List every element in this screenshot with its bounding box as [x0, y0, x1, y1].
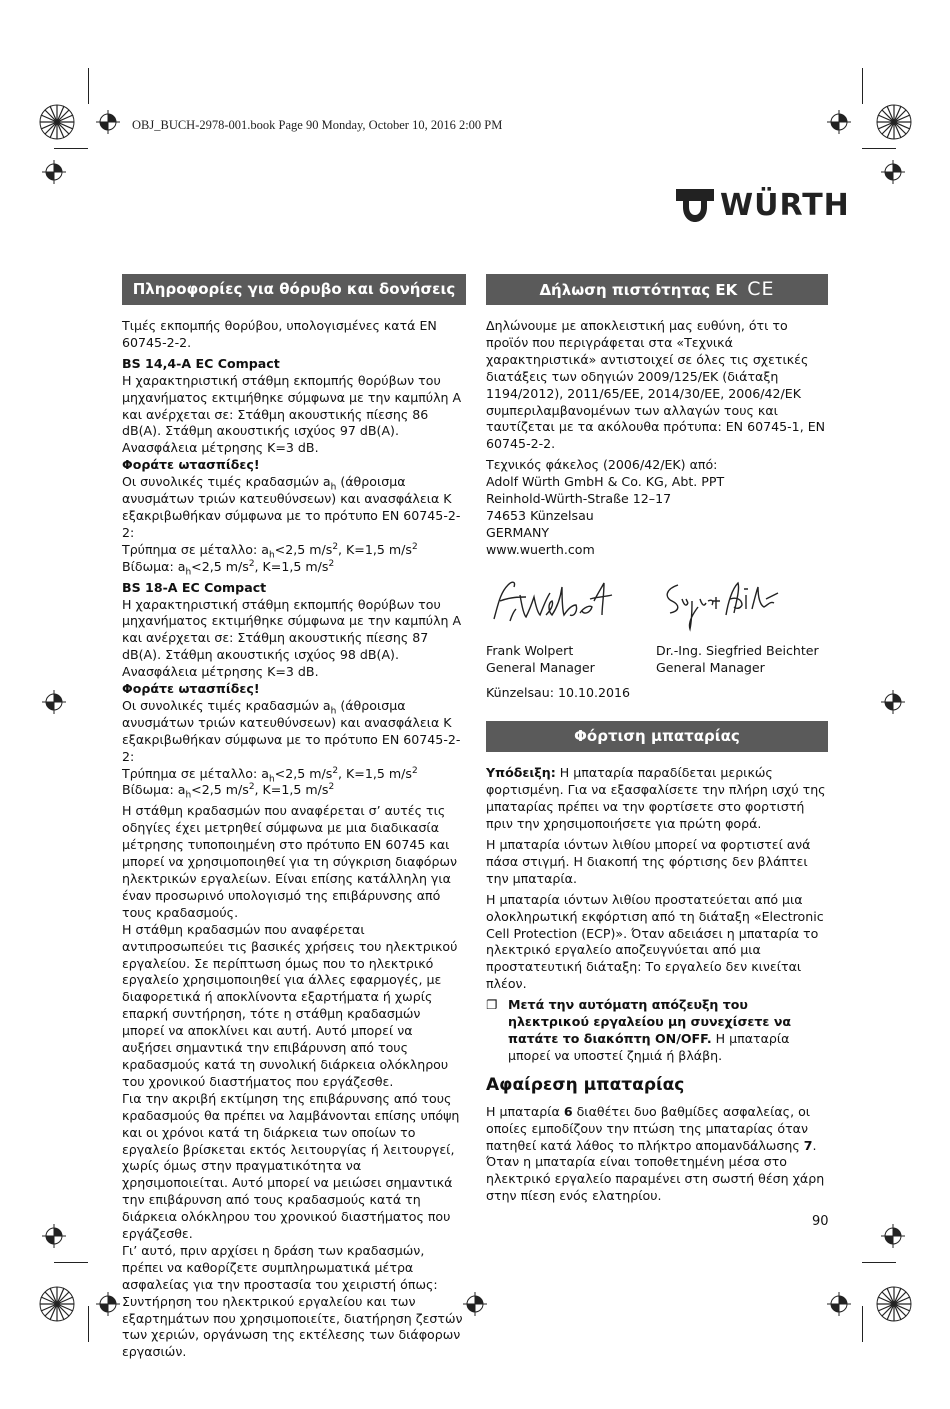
crosshair-left-middle	[42, 690, 66, 714]
note-paragraph: Υπόδειξη: Η μπαταρία παραδίδεται μερικώς φορτισμένη. Για να εξασφαλίσετε την πλήρη ισχύ της μπαταρίας πρέπει να την φορτίσετε στο φορτιστή πριν την χρησιμοποιήσετε για πρώτη φορά.	[486, 765, 826, 832]
screwdriving-value: Βίδωμα: $a_h<2,5$ $m/s^2$, K=1,5 $m/s^2$	[122, 558, 335, 578]
charging-paragraph: Η μπαταρία ιόντων λιθίου προστατεύεται από μια ολοκληρωτική εκφόρτιση από τη διάταξη «Electronic Cell Protection (ECP)». Όταν αδειάσει η μπαταρία το ηλεκτρικό εργαλείο αποζευγνύεται από μια προστατευτική διάταξη: Το εργαλείο δεν κινείται πλέον.	[486, 891, 824, 992]
drilling-metal-value: Τρύπημα σε μέταλλο: $a_h<2,5$ $m/s^2$, K=1,5 $m/s^2$	[122, 541, 418, 561]
trim-line	[862, 68, 863, 104]
warning-item: ❐ Μετά την αυτόματη απόζευξη του ηλεκτρικού εργαλείου μη συνεχίσετε να πατάτε το διακόπτη ON/OFF. Η μπαταρία μπορεί να υποστεί ζημιά ή βλάβη.	[486, 997, 792, 1063]
place-date: Künzelsau: 10.10.2016	[486, 684, 631, 700]
signer1-role: General Manager	[486, 659, 595, 675]
company-country: GERMANY	[486, 524, 550, 540]
drilling-metal-value: Τρύπημα σε μέταλλο: $a_h<2,5$ $m/s^2$, K=1,5 $m/s^2$	[122, 765, 418, 785]
noise-text: Η χαρακτηριστική στάθμη εκπομπής θορύβων του μηχανήματος εκτιμήθηκε σύμφωνα με την καμπύλη A και ανέρχεται σε: Στάθμη ακουστικής πίεσης 87 dB(A). Στάθμη ακουστικής ισχύος 98 dB(A). Ανασφάλεια μέτρησης K=3 dB.	[122, 596, 462, 680]
trim-line	[88, 68, 89, 104]
logo-wordmark: WÜRTH	[720, 188, 850, 223]
vibration-paragraph: Για την ακριβή εκτίμηση της επιβάρυνσης από τους κραδασμούς θα πρέπει να λαμβάνονται επίσης υπόψη και οι χρόνοι κατά τη διάρκεια των οποίων το εργαλείο βρίσκεται εκτός λειτουργίας ή λειτουργεί, χωρίς όμως στην πραγματικότητα να χρησιμοποιείται. Αυτό μπορεί να μειώσει σημαντικά την επιβάρυνση από τους κραδασμούς κατά τη διάρκεια ολόκληρου του χρονικού διαστήματος που εργάζεσθε.	[122, 1090, 460, 1242]
noise-text: Η χαρακτηριστική στάθμη εκπομπής θορύβων του μηχανήματος εκτιμήθηκε σύμφωνα με την καμπύλη A και ανέρχεται σε: Στάθμη ακουστικής πίεσης 86 dB(A). Στάθμη ακουστικής ισχύος 97 dB(A). Ανασφάλεια μέτρησης K=3 dB.	[122, 372, 462, 456]
trim-line	[862, 1306, 863, 1342]
trim-line	[54, 148, 88, 149]
vibration-paragraph: Γι’ αυτό, πριν αρχίσει η δράση των κραδασμών, πρέπει να καθορίζετε συμπληρωματικά μέτρα ασφαλείας για την προστασία του χειριστή όπως: Συντήρηση του ηλεκτρικού εργαλείου και των εξαρτημάτων που χρησιμοποιείτε, διατήρηση ζεστών των χεριών, οργάνωση της εκτέλεσης των διάφορων εργασιών.	[122, 1242, 463, 1360]
battery-charging-heading: Φόρτιση μπαταρίας	[486, 721, 828, 752]
signature-siegfried-beichter	[656, 575, 826, 637]
vibration-paragraph: Η στάθμη κραδασμών που αναφέρεται σ’ αυτές τις οδηγίες έχει μετρηθεί σύμφωνα με μια διαδικασία μέτρησης τυποποιημένη στο πρότυπο EN 60745 και μπορεί να χρησιμοποιηθεί για τη σύγκριση διαφόρων ηλεκτρικών εργαλείων. Είναι επίσης κατάλληλη για έναν προσωρινό υπολογισμό της επιβάρυνσης από τους κραδασμούς.	[122, 803, 458, 920]
left-column	[122, 274, 466, 1361]
ec-declaration-heading: Δήλωση πιστότητας ΕΚ CE	[486, 274, 828, 305]
noise-intro: Τιμές εκπομπής θορύβου, υπολογισμένες κατά EN 60745-2-2.	[122, 318, 437, 350]
technical-file-label: Τεχνικός φάκελος (2006/42/EK) από:	[486, 457, 718, 473]
declaration-text: Δηλώνουμε με αποκλειστική μας ευθύνη, ότι το προϊόν που περιγράφεται στα «Τεχνικά χαρακτηριστικά» αντιστοιχεί σε όλες τις σχετικές διατάξεις των οδηγιών 2009/125/EK (διάταξη 1194/2012), 2011/65/EE, 2014/30/EE, 2006/42/EK συμπεριλαμβανομένων των αλλαγών τους και ταυτίζεται με τα ακόλουθα πρότυπα: EN 60745-1, EN 60745-2-2.	[486, 318, 826, 452]
trim-line	[54, 1262, 88, 1263]
battery-removal-text: Η μπαταρία 6 διαθέτει δυο βαθμίδες ασφαλείας, οι οποίες εμποδίζουν την πτώση της μπαταρίας όταν πατηθεί κατά λάθος το πλήκτρο απομανδάλωσης 7. Όταν η μπαταρία είναι τοποθετημένη μέσα στο ηλεκτρικό εργαλείο παραμένει στη σωστή θέση χάρη στην πίεση ενός ελατηρίου.	[486, 1103, 825, 1204]
signer2-name: Dr.-Ing. Siegfried Beichter	[656, 642, 819, 658]
registration-mark-top-left	[39, 104, 75, 140]
crosshair-right-lower	[881, 1224, 905, 1248]
wurth-logo	[676, 187, 850, 227]
ear-protection-warning: Φοράτε ωτασπίδες!	[122, 457, 260, 473]
page-number: 90	[812, 1214, 829, 1229]
model-title: BS 14,4-A EC Compact	[122, 355, 280, 371]
company-city: 74653 Künzelsau	[486, 507, 594, 523]
ear-protection-warning: Φοράτε ωτασπίδες!	[122, 681, 260, 697]
noise-vibration-heading: Πληροφορίες για θόρυβο και δονήσεις	[122, 274, 466, 305]
trim-line	[862, 1262, 896, 1263]
vibration-text: Οι συνολικές τιμές κραδασμών $a_h$ (άθροισμα ανυσμάτων τριών κατευθύνσεων) και ανασφάλεια K εξακριβωθήκαν σύμφωνα με το πρότυπο EN 60745-2-2:	[122, 697, 461, 764]
company-name: Adolf Würth GmbH & Co. KG, Abt. PPT	[486, 474, 725, 490]
right-column	[486, 274, 830, 1209]
checkbox-icon: ❐	[486, 997, 498, 1013]
crosshair-right-middle	[881, 690, 905, 714]
crosshair-top-right	[827, 110, 851, 134]
signatures	[486, 575, 830, 637]
battery-removal-heading: Αφαίρεση μπαταρίας	[486, 1074, 685, 1095]
crosshair-left-lower	[42, 1224, 66, 1248]
crosshair-top-center-left	[96, 110, 120, 134]
charging-paragraph: Η μπαταρία ιόντων λιθίου μπορεί να φορτιστεί ανά πάσα στιγμή. Η διακοπή της φόρτισης δεν βλάπτει την μπαταρία.	[486, 837, 811, 886]
crosshair-bottom-right	[827, 1292, 851, 1316]
signer-names	[486, 643, 830, 677]
signature-frank-wolpert	[486, 575, 656, 637]
ce-mark-icon: CE	[747, 278, 775, 300]
crosshair-left-upper	[42, 160, 66, 184]
vibration-paragraph: Η στάθμη κραδασμών που αναφέρεται αντιπροσωπεύει τις βασικές χρήσεις του ηλεκτρικού εργαλείου. Σε περίπτωση όμως που το ηλεκτρικό εργαλείο χρησιμοποιηθεί για άλλες εφαρμογές, με διαφορετικά ή αποκλίνοντα εξαρτήματα ή χωρίς επαρκή συντήρηση, τότε η στάθμη κραδασμών μπορεί να αποκλίνει και αυτή. Αυτό μπορεί να αυξήσει σημαντικά την επιβάρυνση από τους κραδασμούς κατά τη συνολική διάρκεια ολόκληρου του χρονικού διαστήματος που εργάζεσθε.	[122, 921, 458, 1089]
company-street: Reinhold-Würth-Straße 12–17	[486, 491, 672, 507]
registration-mark-bottom-left	[39, 1286, 75, 1322]
signer2-role: General Manager	[656, 659, 765, 675]
trim-line	[862, 148, 896, 149]
trim-line	[88, 1306, 89, 1342]
wurth-emblem-icon	[676, 189, 714, 225]
registration-mark-bottom-right	[876, 1286, 912, 1322]
signer1-name: Frank Wolpert	[486, 642, 574, 658]
book-info-line: OBJ_BUCH-2978-001.book Page 90 Monday, October 10, 2016 2:00 PM	[132, 118, 503, 132]
crosshair-bottom-center	[463, 1292, 487, 1316]
crosshair-right-upper	[881, 160, 905, 184]
screwdriving-value: Βίδωμα: $a_h<2,5$ $m/s^2$, K=1,5 $m/s^2$	[122, 782, 335, 801]
company-website: www.wuerth.com	[486, 541, 595, 557]
vibration-text: Οι συνολικές τιμές κραδασμών $a_h$ (άθροισμα ανυσμάτων τριών κατευθύνσεων) και ανασφάλεια K εξακριβωθήκαν σύμφωνα με το πρότυπο EN 60745-2-2:	[122, 474, 461, 540]
crosshair-bottom-left	[96, 1292, 120, 1316]
model-title: BS 18-A EC Compact	[122, 579, 267, 595]
registration-mark-top-right	[876, 104, 912, 140]
